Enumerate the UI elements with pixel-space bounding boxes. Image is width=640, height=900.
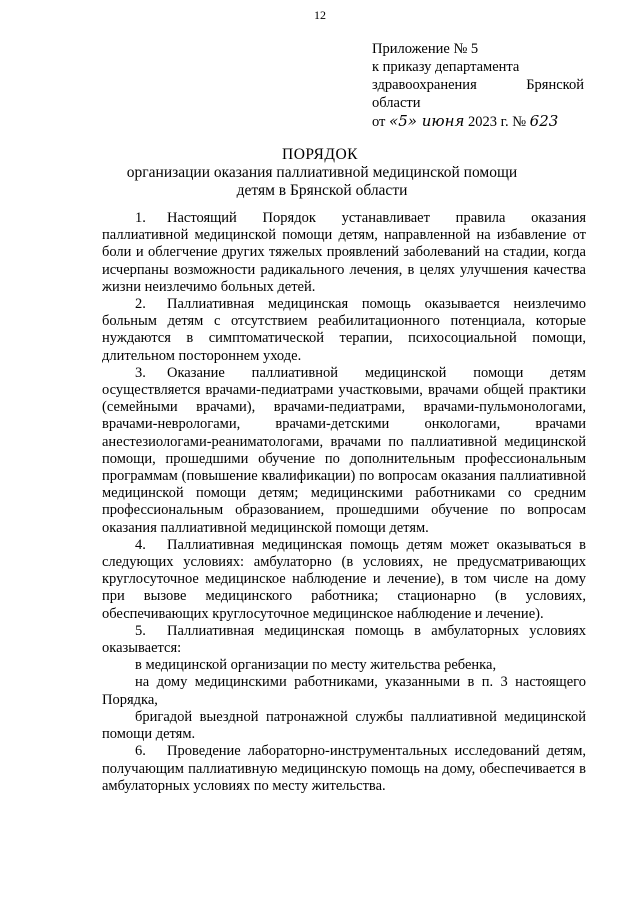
paragraph-2 [102,296,586,365]
paragraph-1 [102,210,586,296]
paragraph-3 [102,365,586,537]
paragraph-text: Паллиативная медицинская помощь детям может оказываться в следующих условиях: амбулаторно (в условиях, не предусматривающих круглосуточное медицинское наблюдение и лечение), в том числе на дому при вызове медицинского работника; стационарно (в условиях, обеспечивающих круглосуточное медицинское наблюдение и лечение). [102,536,586,622]
paragraph-text: Проведение лабораторно-инструментальных исследований детям, получающим паллиативную медицинскую помощь на дому, обеспечивается в амбулаторных условиях по месту жительства. [102,743,586,794]
appendix-line-3a: здравоохранения [372,77,477,93]
paragraph-text: Паллиативная медицинская помощь оказывается неизлечимо больным детям с отсутствием реабилитационного потенциала, которые нуждаются в симптоматической терапии, психосоциальной помощи, длительном постороннем уходе. [102,296,586,364]
sub-item-3: бригадой выездной патронажной службы паллиативной медицинской помощи детям. [102,708,586,743]
date-year: 2023 г. № [468,114,527,130]
appendix-line-1: Приложение № 5 [372,41,479,57]
appendix-line-4: области [372,95,421,111]
paragraph-4 [102,537,586,623]
paragraph-text: Паллиативная медицинская помощь в амбулаторных условиях оказывается: [102,622,586,657]
appendix-block [372,40,584,131]
paragraph-number: 4. [135,536,146,553]
page-number: 12 [314,8,326,22]
paragraph-number: 6. [135,743,146,760]
document-subtitle: организации оказания паллиативной медицинской помощи детям в Брянской области [126,164,518,199]
appendix-line-3 [372,76,584,94]
appendix-line-2: к приказу департамента [372,59,520,75]
paragraph-text: Настоящий Порядок устанавливает правила оказания паллиативной медицинской помощи детям, направленной на избавление от боли и облегчение других тяжелых проявлений заболеваний на стадии, когда исчерпаны возможности радикального лечения, в целях улучшения качества жизни неизлечимо больных детей. [102,210,586,295]
order-number-handwritten: 623 [529,112,559,130]
paragraph-6 [102,743,586,795]
date-handwritten: «5» июня [389,112,465,130]
paragraph-5 [102,623,586,657]
sub-item-2: на дому медицинскими работниками, указанными в п. 3 настоящего Порядка, [102,674,586,708]
appendix-line-3b: Брянской [526,77,584,93]
document-title: ПОРЯДОК [282,146,358,163]
paragraph-number: 2. [135,296,146,313]
paragraph-number: 5. [135,622,146,639]
sub-item-1: в медицинской организации по месту жительства ребенка, [135,657,497,674]
paragraph-text: Оказание паллиативной медицинской помощи детям осуществляется врачами-педиатрами участковыми, врачами общей практики (семейными врачами), врачами-педиатрами, врачами-пульмонологами, врачами-неврологами, врачами-детскими онкологами, врачами анестезиологами-реаниматологами, врачами по паллиативной медицинской помощи, прошедшими обучение по дополнительным профессиональным программам (повышение квалификации) по вопросам оказания паллиативной медицинской помощи детям; медицинскими работниками со средним профессиональным образованием, прошедшими обучение по вопросам оказания паллиативной медицинской помощи детям. [102,364,586,536]
paragraph-number: 3. [135,364,146,381]
paragraph-number: 1. [135,210,146,226]
document-body [102,210,586,795]
appendix-date-line [372,112,584,131]
date-prefix: от [372,114,386,130]
